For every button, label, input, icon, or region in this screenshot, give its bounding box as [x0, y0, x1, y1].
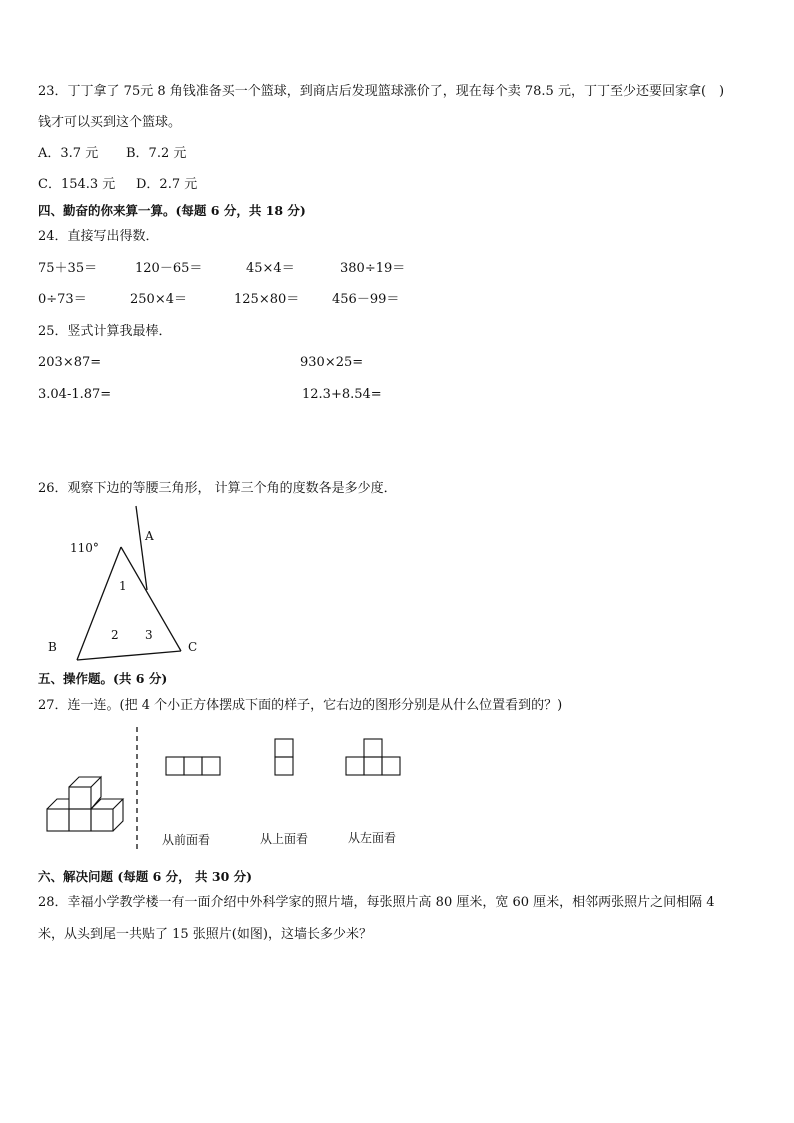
q25-expr: 930×25=	[300, 355, 364, 370]
q24-expr: 75＋35＝	[38, 261, 98, 276]
angle-label-110: 110°	[70, 541, 99, 555]
q23-option-b: B．7.2 元	[126, 146, 187, 161]
view-label-left: 从左面看	[348, 831, 397, 845]
q23-option-c: C．154.3 元	[38, 177, 116, 192]
view-label-top: 从上面看	[260, 832, 309, 846]
angle-1-label: 1	[119, 579, 127, 593]
q26-title: 26．观察下边的等腰三角形， 计算三个角的度数各是多少度．	[38, 481, 397, 496]
vertex-c-label: C	[188, 640, 198, 654]
q25-title: 25．竖式计算我最棒．	[38, 324, 172, 339]
q25-expr: 3.04-1.87=	[38, 387, 112, 402]
view-label-front: 从前面看	[162, 833, 211, 847]
q25-expr: 203×87=	[38, 355, 102, 370]
q27-title: 27．连一连。(把 4 个小正方体摆成下面的样子，它右边的图形分别是从什么位置看到的？)	[38, 698, 563, 713]
vertex-a-label: A	[145, 529, 154, 543]
section-6-heading: 六、解决问题 (每题 6 分， 共 30 分)	[38, 869, 253, 884]
q24-expr: 250×4＝	[130, 292, 187, 307]
q25-expr: 12.3+8.54=	[302, 387, 382, 402]
q23-option-a: A．3.7 元	[38, 146, 99, 161]
q24-expr: 456－99＝	[332, 292, 400, 307]
q24-expr: 120－65＝	[135, 261, 203, 276]
q24-expr: 125×80＝	[234, 292, 300, 307]
vertex-b-label: B	[48, 640, 57, 654]
angle-2-label: 2	[111, 628, 119, 642]
section-5-heading: 五、操作题。(共 6 分)	[38, 671, 168, 686]
section-4-heading: 四、勤奋的你来算一算。(每题 6 分，共 18 分)	[38, 203, 306, 218]
q24-expr: 0÷73＝	[38, 292, 87, 307]
q24-expr: 45×4＝	[246, 261, 295, 276]
q24-title: 24．直接写出得数．	[38, 229, 159, 244]
angle-3-label: 3	[145, 628, 153, 642]
q28-line2: 米，从头到尾一共贴了 15 张照片(如图)，这墙长多少米？	[38, 927, 372, 942]
q28-line1: 28．幸福小学教学楼一有一面介绍中外科学家的照片墙，每张照片高 80 厘米，宽 60 厘米，相邻两张照片之间相隔 4	[38, 895, 715, 910]
q24-expr: 380÷19＝	[340, 261, 406, 276]
q23-line1: 23．丁丁拿了 75元 8 角钱准备买一个篮球，到商店后发现篮球涨价了，现在每个卖 78.5 元，丁丁至少还要回家拿( )	[38, 84, 725, 99]
q23-option-d: D．2.7 元	[136, 177, 198, 192]
q23-line2: 钱才可以买到这个篮球。	[38, 115, 182, 130]
